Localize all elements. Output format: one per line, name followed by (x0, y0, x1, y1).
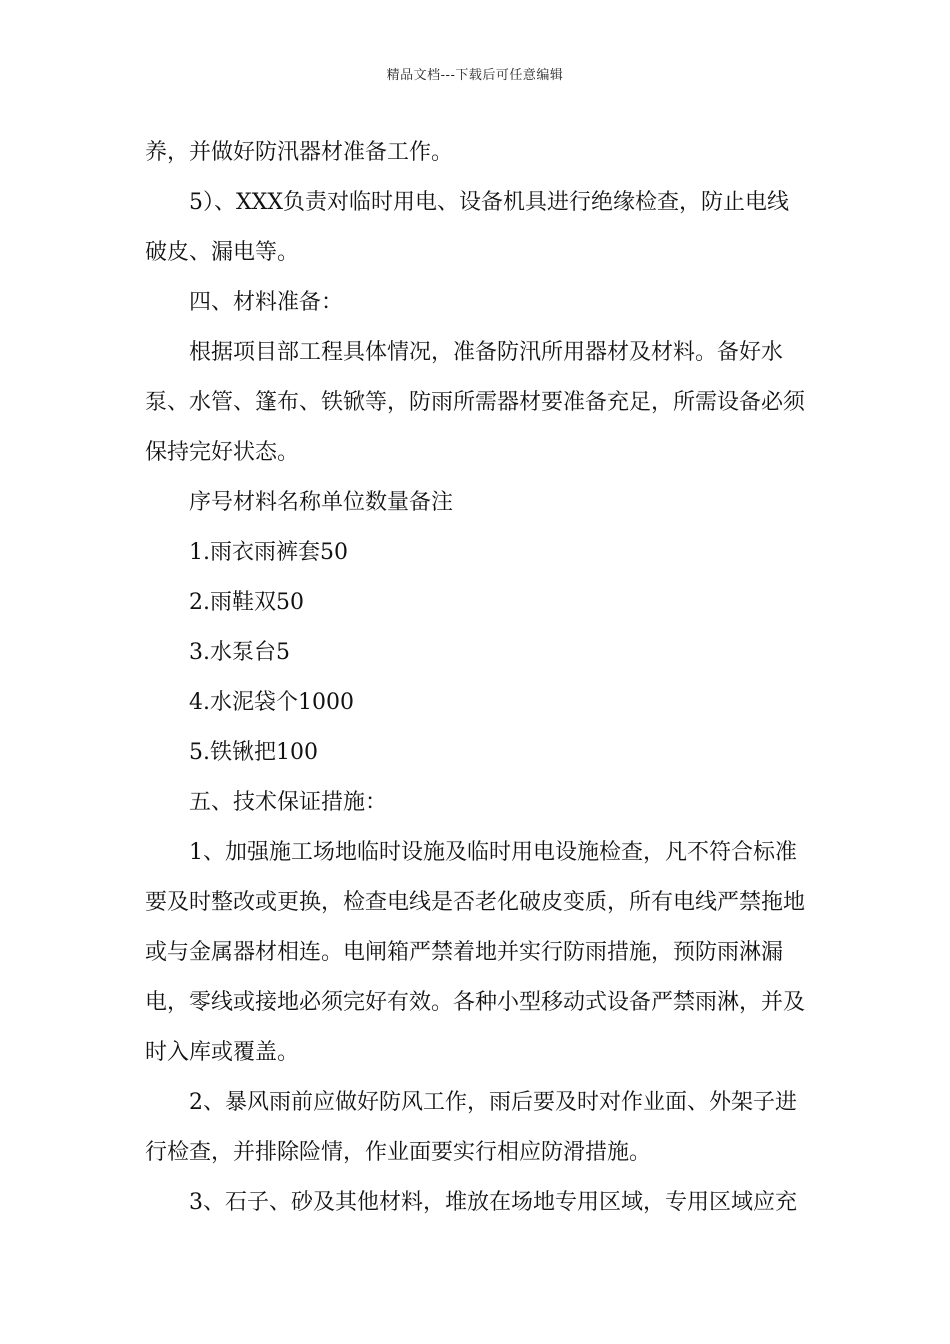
paragraph-continuation: 养，并做好防汛器材准备工作。 (145, 140, 454, 165)
materials-row: 2.雨鞋双50 (189, 590, 304, 615)
document-body (145, 128, 810, 1228)
materials-row: 4.水泥袋个1000 (189, 690, 354, 715)
measure-paragraph-1: 1、加强施工场地临时设施及临时用电设施检查，凡不符合标准要及时整改或更换，检查电线是否老化破皮变质，所有电线严禁拖地或与金属器材相连。电闸箱严禁着地并实行防雨措施，预防雨淋漏电，零线或接地必须完好有效。各种小型移动式设备严禁雨淋，并及时入库或覆盖。 (145, 840, 806, 1065)
measure-paragraph-2: 2、暴风雨前应做好防风工作，雨后要及时对作业面、外架子进行检查，并排除险情，作业面要实行相应防滑措施。 (145, 1090, 797, 1165)
section-heading-technical-measures: 五、技术保证措施： (189, 790, 388, 815)
materials-row: 3.水泵台5 (189, 640, 290, 665)
materials-table-header: 序号材料名称单位数量备注 (189, 490, 454, 515)
measure-paragraph-3: 3、石子、砂及其他材料，堆放在场地专用区域，专用区域应充 (189, 1190, 797, 1215)
materials-row: 1.雨衣雨裤套50 (189, 540, 348, 565)
section-heading-materials: 四、材料准备： (189, 290, 344, 315)
materials-row: 5.铁锹把100 (189, 740, 318, 765)
page-header: 精品文档---下载后可任意编辑 (386, 68, 564, 83)
paragraph-item-5: 5）、XXX负责对临时用电、设备机具进行绝缘检查，防止电线破皮、漏电等。 (145, 190, 789, 265)
paragraph-materials-intro: 根据项目部工程具体情况，准备防汛所用器材及材料。备好水泵、水管、篷布、铁锨等，防雨所需器材要准备充足，所需设备必须保持完好状态。 (145, 340, 806, 465)
